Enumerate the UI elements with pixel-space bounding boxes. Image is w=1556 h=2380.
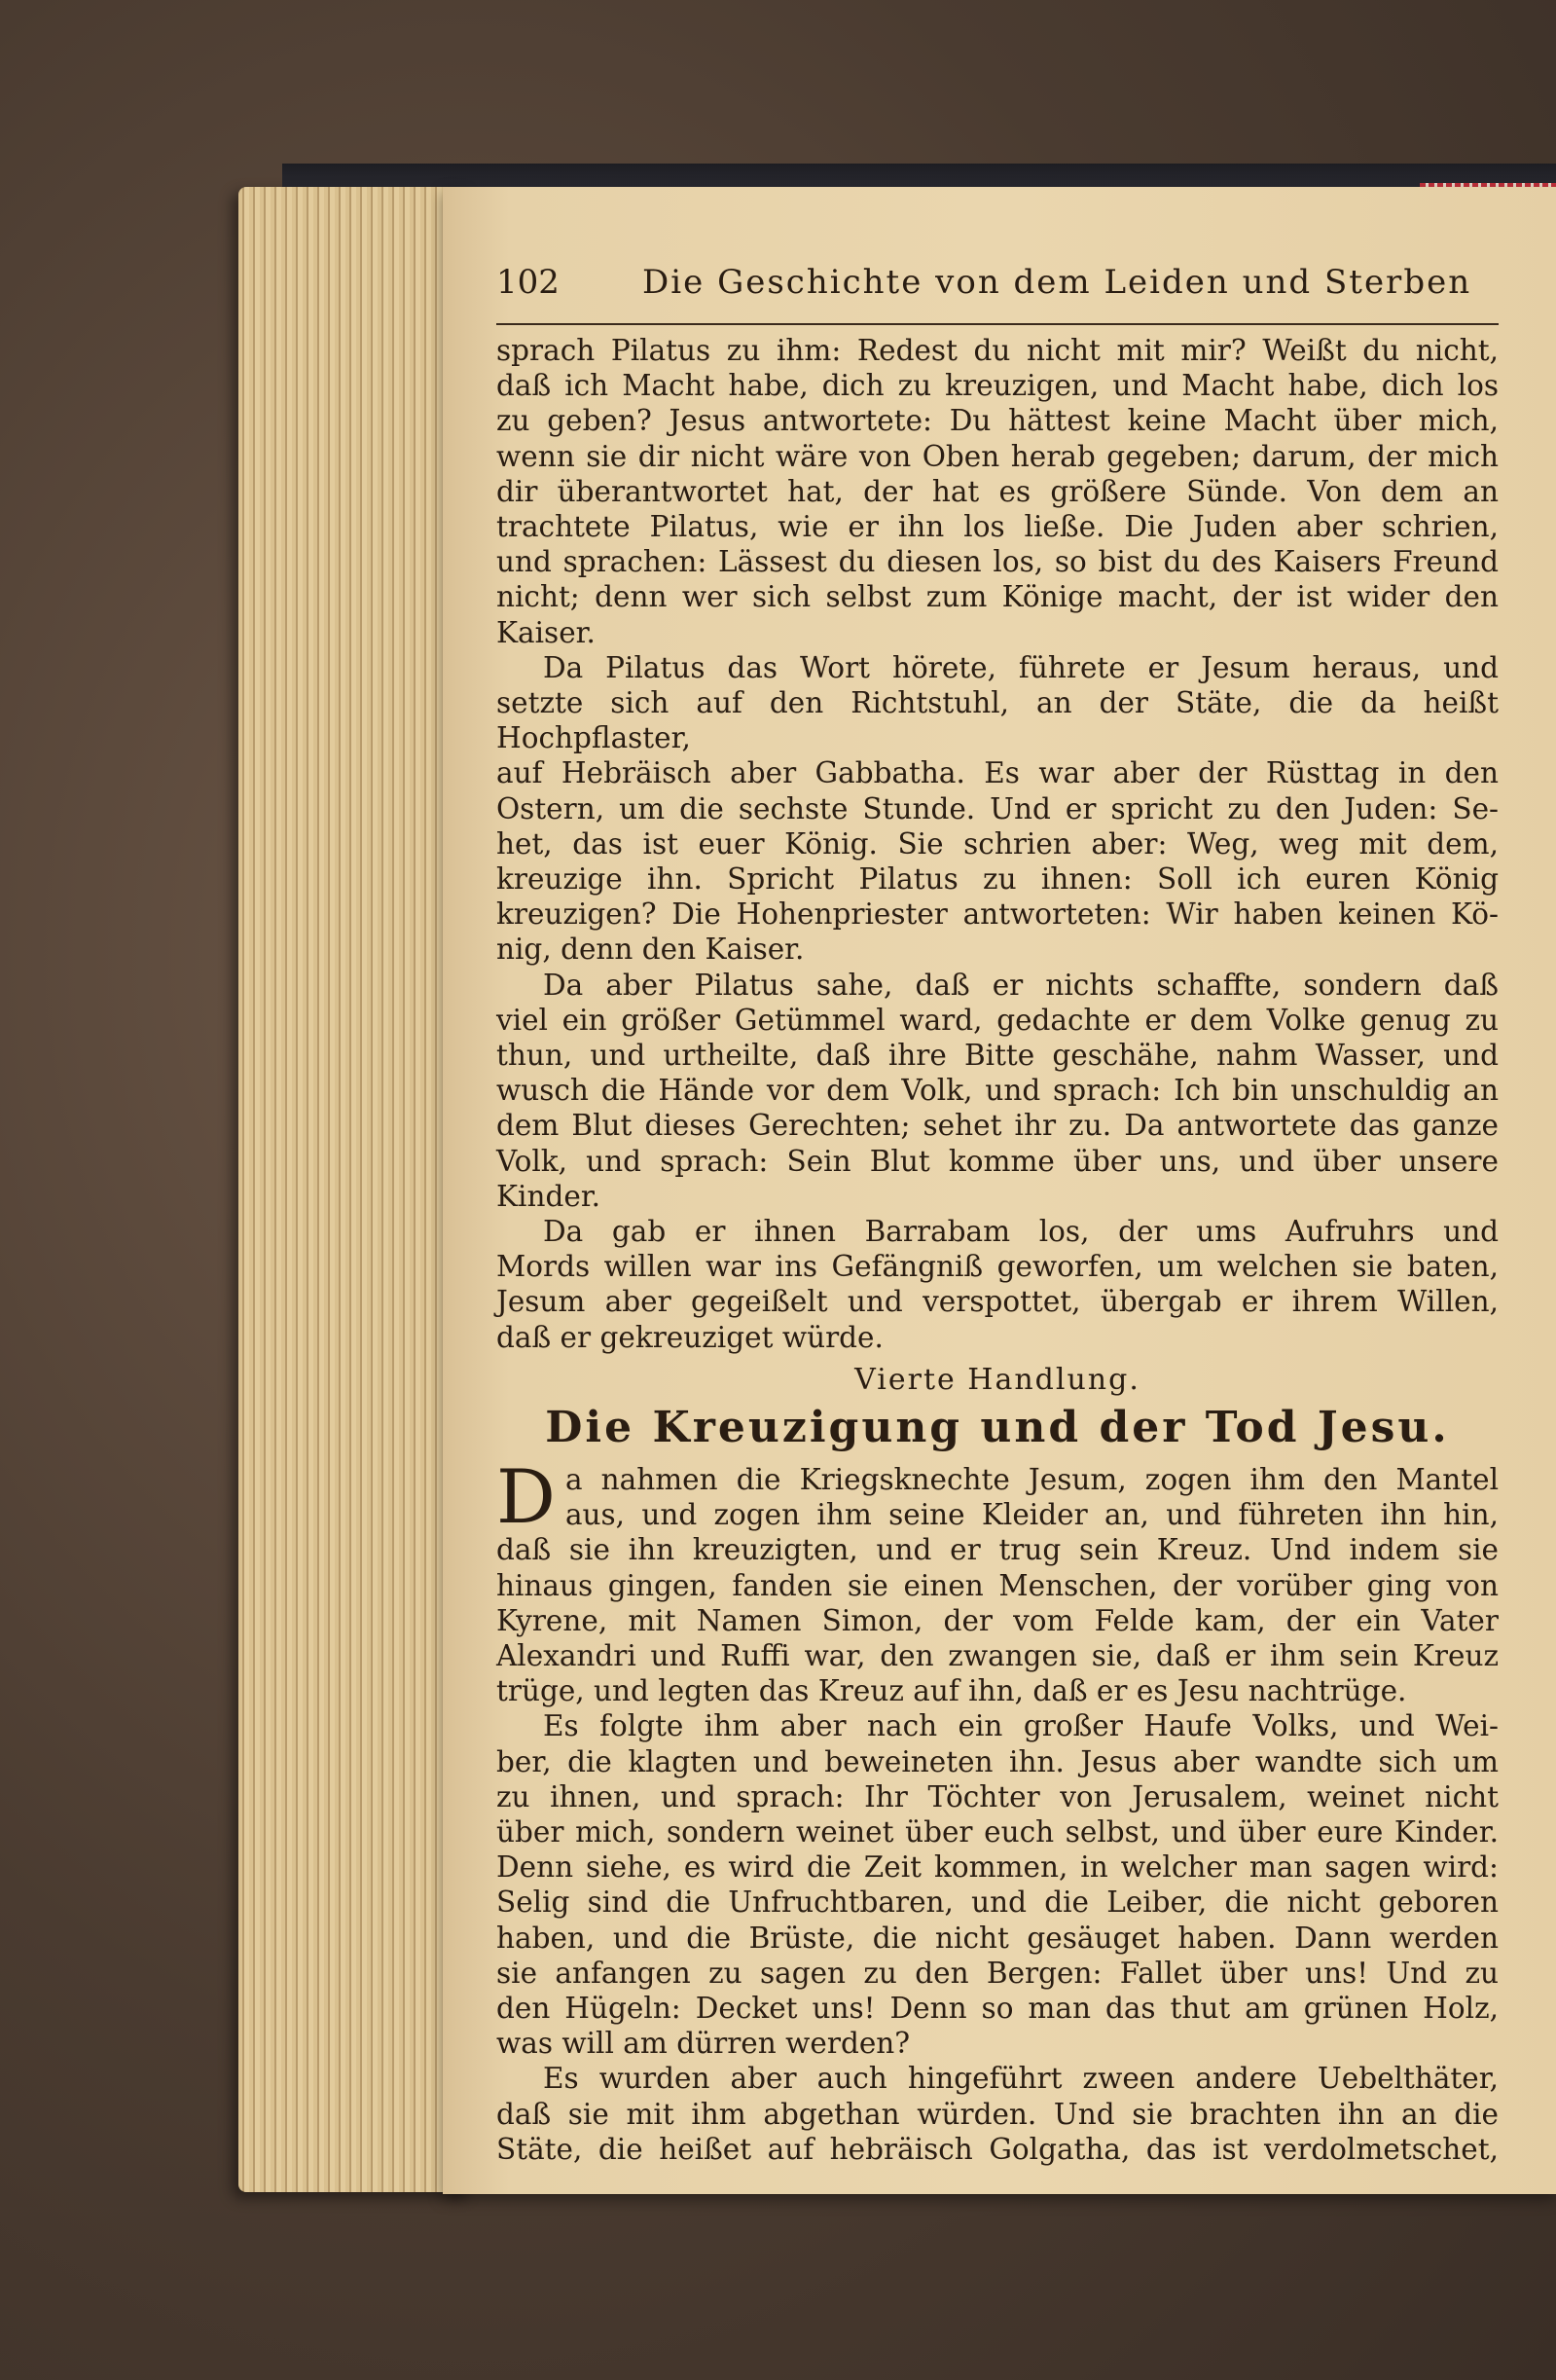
page-stack-edge: [238, 187, 472, 2192]
text-line: Alexandri und Ruffi war, den zwangen sie, daß er ihm sein Kreuz: [496, 1638, 1499, 1672]
text-line: haben, und die Brüste, die nicht gesäuget haben. Dann werden: [496, 1921, 1499, 1955]
text-line: kreuzige ihn. Spricht Pilatus zu ihnen: Soll ich euren König: [496, 862, 1499, 897]
text-line: daß sie ihn kreuzigten, und er trug sein Kreuz. Und indem sie: [496, 1533, 1499, 1567]
text-line: Mords willen war ins Gefängniß geworfen, um welchen sie baten,: [496, 1250, 1499, 1284]
page-number: 102: [496, 263, 560, 302]
text-line: daß ich Macht habe, dich zu kreuzigen, und Macht habe, dich los: [496, 369, 1499, 403]
text-line: thun, und urtheilte, daß ihre Bitte geschähe, nahm Wasser, und: [496, 1039, 1499, 1073]
text-line: nig, denn den Kaiser.: [496, 933, 805, 967]
text-line: daß sie mit ihm abgethan würden. Und sie brachten ihn an die: [496, 2097, 1499, 2131]
text-line: dem Blut dieses Gerechten; sehet ihr zu. Da antwortete das ganze: [496, 1109, 1499, 1143]
text-line: hinaus gingen, fanden sie einen Menschen, der vorüber ging von: [496, 1568, 1499, 1602]
text-line: viel ein größer Getümmel ward, gedachte er dem Volke genug zu: [496, 1003, 1499, 1037]
text-line: Selig sind die Unfruchtbaren, und die Leiber, die nicht geboren: [496, 1886, 1499, 1920]
text-line: wusch die Hände vor dem Volk, und sprach: Ich bin unschuldig an: [496, 1074, 1499, 1108]
paragraph: [496, 1214, 1499, 1355]
text-line: het, das ist euer König. Sie schrien aber: Weg, weg mit dem,: [496, 826, 1499, 860]
text-line: Stäte, die heißet auf hebräisch Golgatha, das ist verdolmetschet,: [496, 2132, 1499, 2166]
running-head: Die Geschichte von dem Leiden und Sterben: [642, 263, 1472, 302]
text-line: was will am dürren werden?: [496, 2027, 911, 2061]
text-line: wenn sie dir nicht wäre von Oben herab gegeben; darum, der mich: [496, 439, 1499, 473]
text-line: Jesum aber gegeißelt und verspottet, übergab er ihrem Willen,: [496, 1285, 1499, 1319]
text-line: sie anfangen zu sagen zu den Bergen: Fallet über uns! Und zu: [496, 1956, 1499, 1990]
paragraph: [496, 968, 1499, 1214]
text-line: Es folgte ihm aber nach ein großer Haufe Volks, und Wei-: [543, 1709, 1499, 1743]
paragraph: [496, 1708, 1499, 2061]
text-line: ber, die klagten und beweineten ihn. Jesus aber wandte sich um: [496, 1744, 1499, 1778]
text-line: kreuzigen? Die Hohenpriester antworteten: Wir haben keinen Kö-: [496, 897, 1499, 932]
header-rule: [496, 323, 1499, 325]
page-header: [496, 263, 1499, 321]
paragraph: [496, 650, 1499, 968]
text-line: nicht; denn wer sich selbst zum Könige macht, der ist wider den Kaiser.: [496, 580, 1499, 649]
text-line: Da aber Pilatus sahe, daß er nichts schaffte, sondern daß: [543, 968, 1499, 1002]
paragraph: [496, 333, 1499, 650]
drop-cap: D: [496, 1452, 556, 1540]
text-line: sprach Pilatus zu ihm: Redest du nicht mit mir? Weißt du nicht,: [496, 334, 1499, 367]
page-content: [496, 263, 1499, 2167]
text-line: a nahmen die Kriegsknechte Jesum, zogen ihm den Mantel: [564, 1462, 1499, 1496]
text-line: daß er gekreuziget würde.: [496, 1320, 884, 1354]
text-line: Es wurden aber auch hingeführt zween andere Uebelthäter,: [543, 2062, 1499, 2096]
text-line: auf Hebräisch aber Gabbatha. Es war aber der Rüsttag in den: [496, 756, 1499, 790]
paragraph: [496, 1452, 1499, 1708]
text-line: aus, und zogen ihm seine Kleider an, und führeten ihn hin,: [564, 1498, 1499, 1532]
paragraph: [496, 2061, 1499, 2167]
text-line: Volk, und sprach: Sein Blut komme über uns, und über unsere Kinder.: [496, 1144, 1499, 1213]
text-line: über mich, sondern weinet über euch selbst, und über eure Kinder.: [496, 1814, 1499, 1849]
text-line: den Hügeln: Decket uns! Denn so man das thut am grünen Holz,: [496, 1991, 1499, 2025]
text-line: Kyrene, mit Namen Simon, der vom Felde kam, der ein Vater: [496, 1603, 1499, 1637]
text-line: Ostern, um die sechste Stunde. Und er spricht zu den Juden: Se-: [496, 791, 1499, 825]
text-line: Da gab er ihnen Barrabam los, der ums Aufruhrs und: [543, 1215, 1499, 1249]
text-line: und sprachen: Lässest du diesen los, so bist du des Kaisers Freund: [496, 545, 1499, 579]
text-line: Da Pilatus das Wort hörete, führete er Jesum heraus, und: [543, 650, 1499, 684]
text-line: zu geben? Jesus antwortete: Du hättest keine Macht über mich,: [496, 404, 1499, 438]
body-text: [496, 333, 1499, 2167]
section-label: Vierte Handlung.: [854, 1362, 1140, 1397]
text-line: Denn siehe, es wird die Zeit kommen, in welcher man sagen wird:: [496, 1850, 1499, 1885]
text-line: trachtete Pilatus, wie er ihn los ließe. Die Juden aber schrien,: [496, 510, 1499, 544]
text-line: dir überantwortet hat, der hat es größere Sünde. Von dem an: [496, 474, 1499, 508]
section-title: Die Kreuzigung und der Tod Jesu.: [545, 1402, 1450, 1452]
text-line: zu ihnen, und sprach: Ihr Töchter von Jerusalem, weinet nicht: [496, 1779, 1499, 1813]
text-line: trüge, und legten das Kreuz auf ihn, daß er es Jesu nachtrüge.: [496, 1674, 1407, 1708]
text-line: setzte sich auf den Richtstuhl, an der Stäte, die da heißt Hochpflaster,: [496, 686, 1499, 755]
